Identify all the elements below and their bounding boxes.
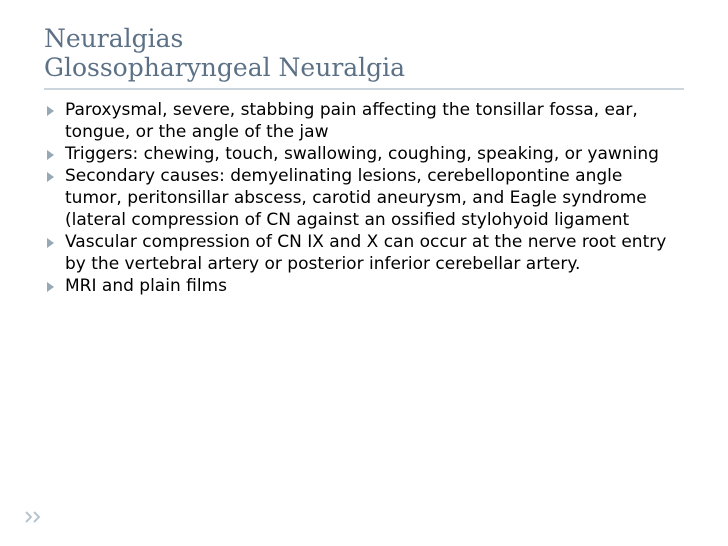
title-line-2: Glossopharyngeal Neuralgia [44, 53, 406, 82]
bullet-item [44, 165, 684, 231]
slide-title [44, 24, 684, 82]
double-chevron-icon [24, 510, 44, 524]
bullet-list [44, 99, 684, 297]
title-line-1: Neuralgias [44, 24, 184, 53]
bullet-item [44, 143, 684, 165]
triangle-bullet-icon [47, 106, 54, 116]
bullet-text: Vascular compression of CN IX and X can occur at the nerve root entry by the vertebral artery or posterior inferior cerebellar artery. [65, 232, 667, 274]
bullet-text: Secondary causes: demyelinating lesions, cerebellopontine angle tumor, peritonsillar abscess, carotid aneurysm, and Eagle syndrome (lateral compression of CN against an ossified stylohyoid ligament [65, 166, 647, 230]
bullet-text: Triggers: chewing, touch, swallowing, coughing, speaking, or yawning [65, 144, 659, 164]
triangle-bullet-icon [47, 172, 54, 182]
title-underline [44, 88, 684, 90]
bullet-text: Paroxysmal, severe, stabbing pain affecting the tonsillar fossa, ear, tongue, or the angle of the jaw [65, 100, 638, 142]
bullet-text: MRI and plain films [65, 276, 227, 296]
triangle-bullet-icon [47, 150, 54, 160]
triangle-bullet-icon [47, 282, 54, 292]
bullet-item [44, 275, 684, 297]
triangle-bullet-icon [47, 238, 54, 248]
bullet-item [44, 99, 684, 143]
bullet-item [44, 231, 684, 275]
